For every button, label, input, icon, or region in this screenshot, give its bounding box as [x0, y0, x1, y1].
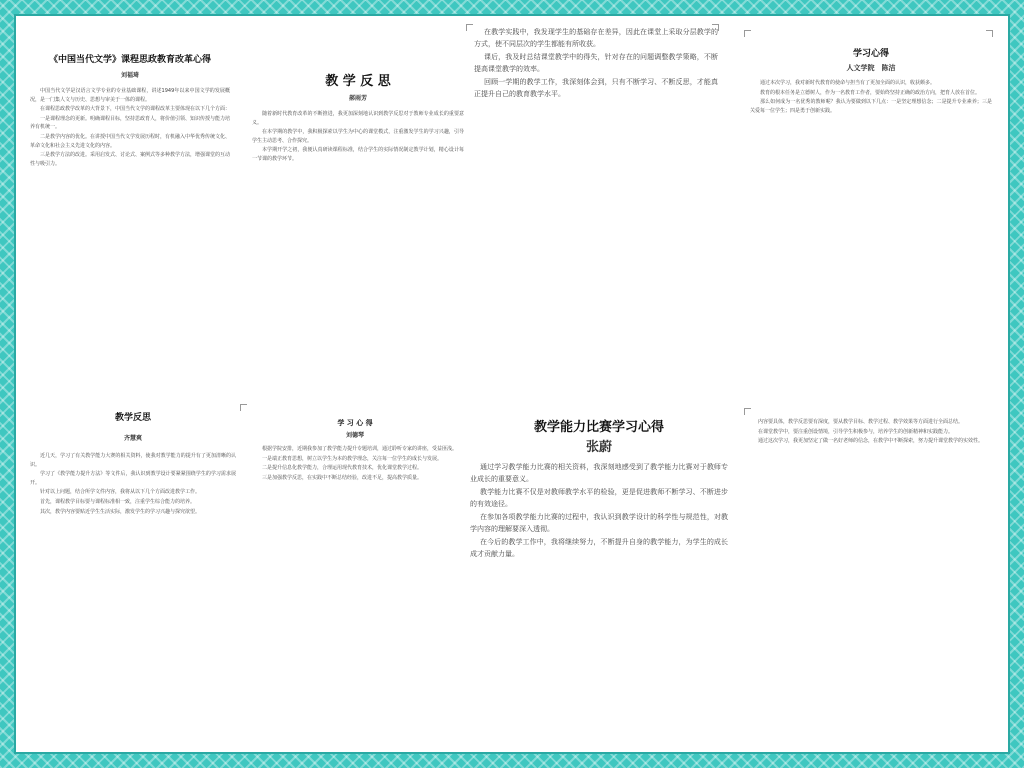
page-title: 学 习 心 得 [337, 418, 373, 427]
paragraph: 内容要具体，教学反思要有深度，要从教学目标、教学过程、教学效果等方面进行全面总结。 [758, 419, 964, 425]
paragraph: 根据学院安排，近期我参加了教学能力提升专题培训，通过聆听专家的讲座，受益匪浅。 [262, 446, 458, 452]
page-title: 教学反思 [114, 413, 151, 423]
paragraph: 教学能力比赛不仅是对教师教学水平的检验，更是促进教师不断学习、不断进步的有效途径。 [470, 488, 728, 508]
paragraph: 在课程思政教学改革的大背景下，中国当代文学的课程改革主要体现在以下几个方面： [40, 106, 230, 113]
page-author: 张蔚 [585, 440, 612, 455]
page-title: 教 学 反 思 [325, 74, 391, 89]
paragraph: 一是端正教育思想，树立以学生为本的教学理念，关注每一位学生的成长与发展。 [262, 455, 443, 462]
paragraph: 教育的根本任务是立德树人，作为一名教育工作者，要始终坚持正确的政治方向，把育人放在首位。 [760, 89, 981, 96]
paragraph: 其次，教学内容要贴近学生生活实际，激发学生的学习兴趣与探究欲望。 [40, 508, 201, 515]
document-page-5 [30, 402, 236, 742]
crop-mark [986, 30, 993, 37]
page-author: 郝雨芳 [348, 95, 367, 102]
paragraph: 在今后的教学工作中，我将继续努力，不断提升自身的教学能力，为学生的成长成才贡献力量。 [470, 538, 728, 558]
page-title: 《中国当代文学》课程思政教育改革心得 [48, 55, 211, 65]
paragraph: 中国当代文学是汉语言文学专业的专业基础课程，讲述1949年以来中国文学的发展概况，是一门集人文与历史、思想与审美于一体的课程。 [30, 88, 230, 103]
paragraph: 三是教学方法的改进。采用启发式、讨论式、案例式等多种教学方法，增强课堂的互动性与吸引力。 [30, 152, 230, 167]
crop-mark [240, 404, 247, 411]
paragraph: 二是提升信息化教学能力，合理运用现代教育技术，优化课堂教学过程。 [262, 465, 423, 472]
document-page-4 [750, 34, 992, 394]
document-page-1 [30, 34, 230, 394]
paragraph: 通过学习教学能力比赛的相关资料，我深刻地感受到了教学能力比赛对于教师专业成长的重要意义。 [470, 463, 728, 483]
paragraph: 近几天，学习了有关教学能力大赛的相关资料，使我对教学能力的提升有了更加清晰的认识。 [30, 453, 236, 468]
crop-mark [712, 24, 719, 31]
paragraph: 通过本次学习，我对新时代教育的使命与担当有了更加全面的认识，收获颇多。 [760, 80, 936, 86]
document-page-7 [470, 402, 728, 748]
paragraph: 那么如何成为一名优秀的教师呢？我认为要做到以下几点：一是坚定理想信念；二是提升专业素养；三是关爱每一位学生；四是勇于创新实践。 [750, 99, 992, 114]
page-title: 学习心得 [852, 49, 889, 59]
paragraph: 在教学实践中，我发现学生的基础存在差异，因此在课堂上采取分层教学的方式，使不同层次的学生都能有所收获。 [474, 28, 718, 48]
paragraph: 首先，课程教学目标要与课程标准相一致，注重学生综合能力的培养。 [40, 498, 196, 505]
page-author: 齐慧爽 [123, 435, 142, 442]
paragraph: 针对以上问题，结合所学文件内容，我将从以下几个方面改进教学工作。 [40, 489, 201, 496]
paragraph: 随着新时代教育改革的不断推进，我更加深刻地认识到教学反思对于教师专业成长的重要意义。 [252, 111, 464, 126]
paragraph: 回顾一学期的教学工作，我深刻体会到，只有不断学习、不断反思，才能真正提升自己的教育教学水平。 [474, 78, 718, 98]
page-author: 刘福琦 [120, 72, 139, 79]
document-page-6 [252, 408, 458, 742]
paragraph: 在本学期的教学中，我积极探索以学生为中心的课堂模式，注重激发学生的学习兴趣，引导学生主动思考、合作探究。 [252, 129, 464, 144]
paragraph: 在参加各项教学能力比赛的过程中，我认识到教学设计的科学性与规范性，对教学内容的理解要深入透彻。 [470, 513, 728, 533]
paragraph: 课后，我及时总结课堂教学中的得失，针对存在的问题调整教学策略，不断提高课堂教学的效率。 [474, 53, 718, 73]
document-page-3 [474, 22, 718, 392]
crop-mark [466, 24, 473, 31]
paragraph: 二是教学内容的优化。在讲授中国当代文学发展历程时，有机融入中华优秀传统文化、革命文化和社会主义先进文化的内容。 [30, 133, 230, 149]
paragraph: 本学期开学之初，我便认真研读课程标准，结合学生的实际情况制定教学计划，精心设计每一节课的教学环节。 [252, 147, 464, 162]
crop-mark [744, 30, 751, 37]
document-page-2 [252, 34, 464, 394]
crop-mark [744, 408, 751, 415]
paragraph: 学习了《教学能力提升方法》等文件后，我认识到教学设计要紧紧围绕学生的学习需求展开。 [30, 471, 236, 486]
page-author: 人文学院 陈洁 [846, 64, 896, 72]
page-title: 教学能力比赛学习心得 [533, 420, 664, 435]
paragraph: 在课堂教学中，要注重创设情境，引导学生积极参与，培养学生的创新精神和实践能力。 [758, 428, 954, 435]
paragraph: 三是加强教学反思，在实践中不断总结经验，改进不足，提高教学质量。 [262, 474, 423, 481]
paragraph: 一是课程理念的更新。明确课程目标，坚持思政育人，将价值引领、知识传授与能力培养有机统一。 [30, 115, 230, 131]
document-page-8 [748, 412, 992, 746]
paragraph: 通过这次学习，我更加坚定了做一名好老师的信念，在教学中不断探索，努力提升课堂教学的实效性。 [758, 438, 984, 445]
page-author: 刘德琴 [345, 432, 364, 439]
